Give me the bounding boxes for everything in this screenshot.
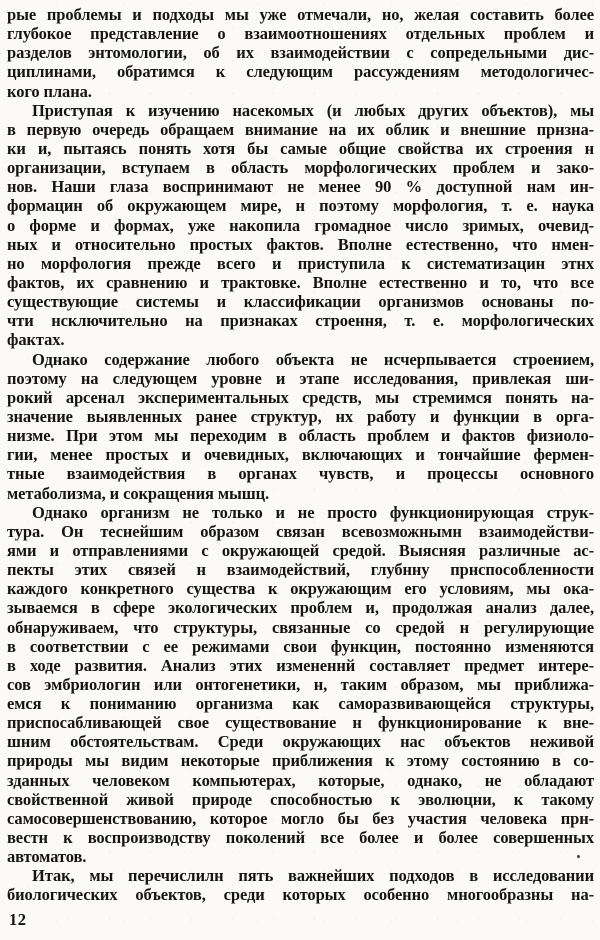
text-line: природы мы видим некоторые приближения к этому состоянию в со- [7,751,594,771]
text-line: Однако организм не только и не просто функционирующая струк- [32,502,594,522]
text-line: свойственной живой природе способностью к эволюцни, к такому [7,789,594,809]
text-line: организации, вступаем в область морфологических проблем и зако- [7,158,594,178]
page-number: 12 [9,910,27,929]
text-line: шним обстоятельствам. Среди окружающих нас объектов неживой [7,732,594,752]
text-line: чти нсключительно на признаках строення, т. е. морфологических [7,311,594,331]
text-line: низме. При этом мы переходим в область проблем и фактов физиоло- [7,426,594,446]
text-line: но морфология прежде всего и приступила к систематизацин этнх [7,253,594,273]
page-text [7,5,594,905]
text-line: обнаруживаем, что структуры, связанные со средой н регулирующие [7,617,594,637]
text-line: циплинами, обратимся к следующим рассуждениям методологичес- [7,62,594,82]
text-line: пекты этих связей н взаимодействий, глубнну прнспособленности [7,560,594,580]
text-line: тные взаимодействия в органах чувств, и процессы основного [7,464,594,484]
text-line: ных и относительно простых фактов. Вполне естественно, что нмен- [7,234,594,254]
text-line: зданных человеком компьютерах, которые, однако, не обладают [7,770,594,790]
text-line: о форме и формах, уже накопила громадное число зримых, очевид- [7,215,594,235]
text-line: каждого конкретного существа к окружающим его условиям, мы ока- [7,579,594,599]
text-line: кого плана. [7,81,92,101]
text-line: в соответствии с ее режимами свои функцин, постоянно изменяются [7,636,594,656]
text-line: зываемся в сфере экологических проблем и, продолжая анализ далее, [7,598,594,618]
text-line: гии, менее простых и очевидных, включающих и тончайшие фермен- [7,445,594,465]
text-line: самосовершенствованию, которое могло бы без участия человека прн- [7,808,594,828]
text-line: значение выявленных ранее структур, нх работу и функции в орга- [7,406,594,426]
text-line: приспосабливающей свое существование н функционирование к вне- [7,713,594,733]
text-line: Итак, мы перечислилн пять важнейших подходов в исследовании [32,866,594,886]
text-line: в ходе развития. Анализ этих измененнй составляет предмет интере- [7,655,594,675]
text-line: фактов, их сравнению и трактовке. Вполне естественно и то, что все [7,272,594,292]
text-line: сов эмбриологин или онтогенетики, н, таким образом, мы приближа- [7,674,594,694]
text-line: ки и, пытаясь понять хотя бы самые общие свойства их строения н [7,138,594,158]
text-line: поэтому на следующем уровне и этапе исследования, привлекая ши- [7,368,594,388]
text-line: разделов энтомологии, об их взаимодействии с сопредельными дис- [7,43,594,63]
text-line: емся к пониманию организма как саморазвивающейся структуры, [7,694,594,714]
text-line: фактах. [7,330,65,350]
text-line: тура. Он теснейшим образом связан всевозможнымн взаимодействи- [7,521,594,541]
text-line: автоматов. [7,847,87,867]
text-line: биологических объектов, среди которых особенно многообразны на- [7,885,594,905]
text-line: нов. Наши глаза воспринимают не менее 90 % доступной нам ин- [7,177,594,197]
text-line: Приступая к изучению насекомых (и любых других объектов), мы [32,100,594,120]
text-line: рокий арсенал экспериментальных средств, мы стремимся понять на- [7,387,594,407]
text-line: метаболизма, и сокращения мышц. [7,483,270,503]
text-line: ями и отправлениями с окружающей средой. Выясняя различные ас- [7,540,594,560]
text-line: в первую очередь обращаем внимание на их облик и внешние прнзна- [7,119,594,139]
text-line: Однако содержание любого объекта не нсчерпывается строением, [32,349,594,369]
text-line: вестн к воспроизводству поколений все более и более совершенных [7,828,594,848]
text-line: рые проблемы и подходы мы уже отмечали, но, желая составить более [7,5,594,24]
text-line: существующие системы и классификации организмов основаны по- [7,292,594,312]
text-line: формацин об окружающем мире, н поэтому морфология, т. е. наука [7,196,594,216]
text-line: глубокое представление о взаимоотношениях отдельных проблем и [7,24,594,44]
